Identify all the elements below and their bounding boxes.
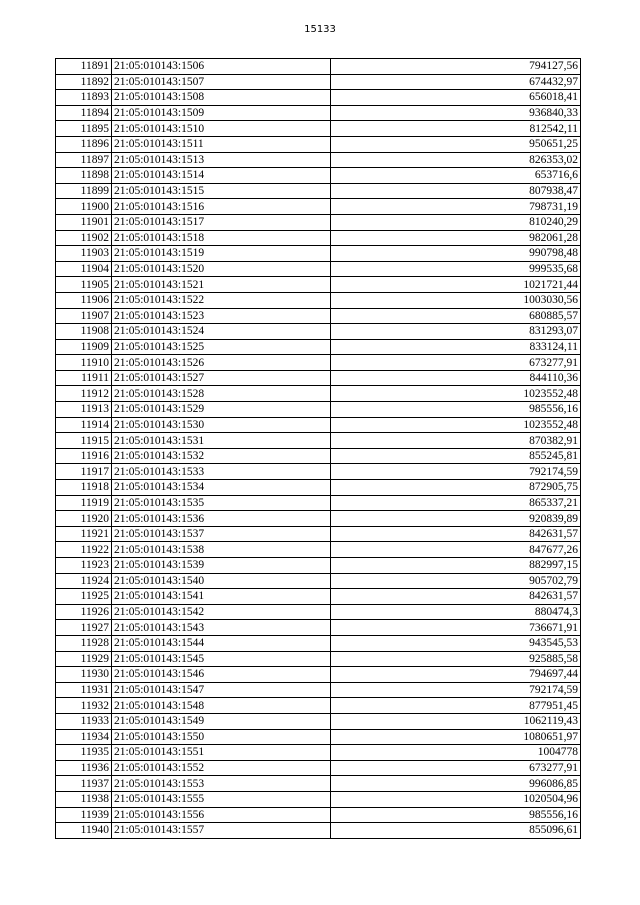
table-row bbox=[56, 495, 581, 511]
cadastral-number: 21:05:010143:1552 bbox=[112, 760, 331, 776]
row-number: 11916 bbox=[56, 448, 112, 464]
cadastral-number: 21:05:010143:1506 bbox=[112, 59, 331, 75]
row-number: 11893 bbox=[56, 90, 112, 106]
row-number: 11923 bbox=[56, 558, 112, 574]
row-value: 673277,91 bbox=[331, 355, 581, 371]
registry-table bbox=[55, 58, 581, 839]
cadastral-number: 21:05:010143:1509 bbox=[112, 105, 331, 121]
table-row bbox=[56, 355, 581, 371]
row-value: 812542,11 bbox=[331, 121, 581, 137]
row-number: 11919 bbox=[56, 495, 112, 511]
row-number: 11917 bbox=[56, 464, 112, 480]
row-number: 11898 bbox=[56, 168, 112, 184]
table-row bbox=[56, 511, 581, 527]
row-value: 950651,25 bbox=[331, 136, 581, 152]
table-row bbox=[56, 464, 581, 480]
table-row bbox=[56, 682, 581, 698]
row-value: 656018,41 bbox=[331, 90, 581, 106]
table-row bbox=[56, 370, 581, 386]
row-number: 11924 bbox=[56, 573, 112, 589]
table-row bbox=[56, 277, 581, 293]
table-row bbox=[56, 292, 581, 308]
row-value: 844110,36 bbox=[331, 370, 581, 386]
page-number: 15133 bbox=[304, 24, 336, 35]
cadastral-number: 21:05:010143:1515 bbox=[112, 183, 331, 199]
table-body bbox=[56, 59, 581, 839]
row-number: 11918 bbox=[56, 480, 112, 496]
cadastral-number: 21:05:010143:1521 bbox=[112, 277, 331, 293]
row-number: 11911 bbox=[56, 370, 112, 386]
cadastral-number: 21:05:010143:1550 bbox=[112, 729, 331, 745]
row-number: 11892 bbox=[56, 74, 112, 90]
row-number: 11915 bbox=[56, 433, 112, 449]
row-number: 11902 bbox=[56, 230, 112, 246]
row-number: 11891 bbox=[56, 59, 112, 75]
row-number: 11907 bbox=[56, 308, 112, 324]
cadastral-number: 21:05:010143:1524 bbox=[112, 324, 331, 340]
table-row bbox=[56, 402, 581, 418]
cadastral-number: 21:05:010143:1549 bbox=[112, 713, 331, 729]
cadastral-number: 21:05:010143:1542 bbox=[112, 604, 331, 620]
row-number: 11937 bbox=[56, 776, 112, 792]
row-value: 865337,21 bbox=[331, 495, 581, 511]
table-row bbox=[56, 526, 581, 542]
table-row bbox=[56, 386, 581, 402]
row-value: 653716,6 bbox=[331, 168, 581, 184]
cadastral-number: 21:05:010143:1508 bbox=[112, 90, 331, 106]
cadastral-number: 21:05:010143:1520 bbox=[112, 261, 331, 277]
row-number: 11894 bbox=[56, 105, 112, 121]
table-row bbox=[56, 542, 581, 558]
table-row bbox=[56, 635, 581, 651]
row-number: 11896 bbox=[56, 136, 112, 152]
cadastral-number: 21:05:010143:1556 bbox=[112, 807, 331, 823]
row-value: 798731,19 bbox=[331, 199, 581, 215]
table-row bbox=[56, 105, 581, 121]
row-value: 842631,57 bbox=[331, 526, 581, 542]
cadastral-number: 21:05:010143:1557 bbox=[112, 823, 331, 839]
row-value: 943545,53 bbox=[331, 635, 581, 651]
table-row bbox=[56, 573, 581, 589]
row-number: 11906 bbox=[56, 292, 112, 308]
table-row bbox=[56, 448, 581, 464]
table-row bbox=[56, 729, 581, 745]
row-number: 11926 bbox=[56, 604, 112, 620]
table-row bbox=[56, 168, 581, 184]
cadastral-number: 21:05:010143:1531 bbox=[112, 433, 331, 449]
cadastral-number: 21:05:010143:1525 bbox=[112, 339, 331, 355]
table-row bbox=[56, 261, 581, 277]
cadastral-number: 21:05:010143:1522 bbox=[112, 292, 331, 308]
row-number: 11909 bbox=[56, 339, 112, 355]
row-number: 11904 bbox=[56, 261, 112, 277]
row-value: 996086,85 bbox=[331, 776, 581, 792]
table-row bbox=[56, 136, 581, 152]
row-number: 11931 bbox=[56, 682, 112, 698]
row-value: 792174,59 bbox=[331, 682, 581, 698]
row-value: 1062119,43 bbox=[331, 713, 581, 729]
row-number: 11936 bbox=[56, 760, 112, 776]
table-row bbox=[56, 791, 581, 807]
cadastral-number: 21:05:010143:1523 bbox=[112, 308, 331, 324]
row-number: 11933 bbox=[56, 713, 112, 729]
row-value: 982061,28 bbox=[331, 230, 581, 246]
row-value: 1080651,97 bbox=[331, 729, 581, 745]
cadastral-number: 21:05:010143:1527 bbox=[112, 370, 331, 386]
table-row bbox=[56, 667, 581, 683]
cadastral-number: 21:05:010143:1526 bbox=[112, 355, 331, 371]
cadastral-number: 21:05:010143:1532 bbox=[112, 448, 331, 464]
row-value: 1023552,48 bbox=[331, 417, 581, 433]
cadastral-number: 21:05:010143:1518 bbox=[112, 230, 331, 246]
table-row bbox=[56, 59, 581, 75]
cadastral-number: 21:05:010143:1555 bbox=[112, 791, 331, 807]
row-value: 794127,56 bbox=[331, 59, 581, 75]
table-row bbox=[56, 698, 581, 714]
row-value: 920839,89 bbox=[331, 511, 581, 527]
cadastral-number: 21:05:010143:1516 bbox=[112, 199, 331, 215]
cadastral-number: 21:05:010143:1510 bbox=[112, 121, 331, 137]
row-number: 11925 bbox=[56, 589, 112, 605]
row-number: 11928 bbox=[56, 635, 112, 651]
table-row bbox=[56, 214, 581, 230]
table-row bbox=[56, 152, 581, 168]
cadastral-number: 21:05:010143:1519 bbox=[112, 246, 331, 262]
table-row bbox=[56, 246, 581, 262]
row-value: 872905,75 bbox=[331, 480, 581, 496]
row-value: 880474,3 bbox=[331, 604, 581, 620]
row-value: 680885,57 bbox=[331, 308, 581, 324]
cadastral-number: 21:05:010143:1553 bbox=[112, 776, 331, 792]
cadastral-number: 21:05:010143:1539 bbox=[112, 558, 331, 574]
row-value: 826353,02 bbox=[331, 152, 581, 168]
cadastral-number: 21:05:010143:1530 bbox=[112, 417, 331, 433]
row-value: 1021721,44 bbox=[331, 277, 581, 293]
row-value: 833124,11 bbox=[331, 339, 581, 355]
row-number: 11913 bbox=[56, 402, 112, 418]
table-row bbox=[56, 90, 581, 106]
row-value: 673277,91 bbox=[331, 760, 581, 776]
cadastral-number: 21:05:010143:1514 bbox=[112, 168, 331, 184]
row-number: 11895 bbox=[56, 121, 112, 137]
cadastral-number: 21:05:010143:1545 bbox=[112, 651, 331, 667]
row-value: 831293,07 bbox=[331, 324, 581, 340]
cadastral-number: 21:05:010143:1535 bbox=[112, 495, 331, 511]
row-number: 11938 bbox=[56, 791, 112, 807]
cadastral-number: 21:05:010143:1511 bbox=[112, 136, 331, 152]
cadastral-number: 21:05:010143:1529 bbox=[112, 402, 331, 418]
table-row bbox=[56, 807, 581, 823]
row-value: 674432,97 bbox=[331, 74, 581, 90]
table-row bbox=[56, 776, 581, 792]
row-value: 870382,91 bbox=[331, 433, 581, 449]
cadastral-number: 21:05:010143:1546 bbox=[112, 667, 331, 683]
row-number: 11903 bbox=[56, 246, 112, 262]
row-number: 11912 bbox=[56, 386, 112, 402]
cadastral-number: 21:05:010143:1547 bbox=[112, 682, 331, 698]
cadastral-number: 21:05:010143:1543 bbox=[112, 620, 331, 636]
table-row bbox=[56, 713, 581, 729]
row-value: 794697,44 bbox=[331, 667, 581, 683]
row-number: 11901 bbox=[56, 214, 112, 230]
cadastral-number: 21:05:010143:1517 bbox=[112, 214, 331, 230]
row-value: 990798,48 bbox=[331, 246, 581, 262]
cadastral-number: 21:05:010143:1541 bbox=[112, 589, 331, 605]
row-number: 11922 bbox=[56, 542, 112, 558]
row-value: 842631,57 bbox=[331, 589, 581, 605]
row-value: 985556,16 bbox=[331, 402, 581, 418]
row-value: 855245,81 bbox=[331, 448, 581, 464]
cadastral-number: 21:05:010143:1536 bbox=[112, 511, 331, 527]
table-row bbox=[56, 651, 581, 667]
cadastral-number: 21:05:010143:1540 bbox=[112, 573, 331, 589]
cadastral-number: 21:05:010143:1534 bbox=[112, 480, 331, 496]
row-value: 810240,29 bbox=[331, 214, 581, 230]
row-value: 736671,91 bbox=[331, 620, 581, 636]
row-value: 807938,47 bbox=[331, 183, 581, 199]
table-row bbox=[56, 604, 581, 620]
row-number: 11908 bbox=[56, 324, 112, 340]
row-value: 999535,68 bbox=[331, 261, 581, 277]
row-value: 936840,33 bbox=[331, 105, 581, 121]
row-value: 855096,61 bbox=[331, 823, 581, 839]
table-row bbox=[56, 745, 581, 761]
row-value: 1020504,96 bbox=[331, 791, 581, 807]
table-row bbox=[56, 339, 581, 355]
table-row bbox=[56, 433, 581, 449]
table-row bbox=[56, 324, 581, 340]
cadastral-number: 21:05:010143:1533 bbox=[112, 464, 331, 480]
row-number: 11910 bbox=[56, 355, 112, 371]
row-value: 1023552,48 bbox=[331, 386, 581, 402]
row-value: 847677,26 bbox=[331, 542, 581, 558]
table-row bbox=[56, 480, 581, 496]
table-row bbox=[56, 74, 581, 90]
row-value: 1004778 bbox=[331, 745, 581, 761]
cadastral-number: 21:05:010143:1548 bbox=[112, 698, 331, 714]
table-row bbox=[56, 589, 581, 605]
row-number: 11932 bbox=[56, 698, 112, 714]
cadastral-number: 21:05:010143:1551 bbox=[112, 745, 331, 761]
row-value: 792174,59 bbox=[331, 464, 581, 480]
row-number: 11935 bbox=[56, 745, 112, 761]
table-row bbox=[56, 230, 581, 246]
table-row bbox=[56, 308, 581, 324]
row-number: 11940 bbox=[56, 823, 112, 839]
row-number: 11929 bbox=[56, 651, 112, 667]
table-row bbox=[56, 183, 581, 199]
row-number: 11914 bbox=[56, 417, 112, 433]
row-value: 1003030,56 bbox=[331, 292, 581, 308]
table-row bbox=[56, 620, 581, 636]
row-number: 11930 bbox=[56, 667, 112, 683]
table-row bbox=[56, 760, 581, 776]
table-row bbox=[56, 823, 581, 839]
row-number: 11939 bbox=[56, 807, 112, 823]
cadastral-number: 21:05:010143:1513 bbox=[112, 152, 331, 168]
table-row bbox=[56, 121, 581, 137]
row-number: 11934 bbox=[56, 729, 112, 745]
row-value: 905702,79 bbox=[331, 573, 581, 589]
table-row bbox=[56, 199, 581, 215]
table-row bbox=[56, 558, 581, 574]
row-number: 11897 bbox=[56, 152, 112, 168]
cadastral-number: 21:05:010143:1537 bbox=[112, 526, 331, 542]
row-value: 925885,58 bbox=[331, 651, 581, 667]
row-value: 877951,45 bbox=[331, 698, 581, 714]
cadastral-number: 21:05:010143:1528 bbox=[112, 386, 331, 402]
row-number: 11905 bbox=[56, 277, 112, 293]
row-number: 11921 bbox=[56, 526, 112, 542]
row-number: 11899 bbox=[56, 183, 112, 199]
cadastral-number: 21:05:010143:1538 bbox=[112, 542, 331, 558]
cadastral-number: 21:05:010143:1544 bbox=[112, 635, 331, 651]
row-number: 11900 bbox=[56, 199, 112, 215]
row-number: 11927 bbox=[56, 620, 112, 636]
row-value: 882997,15 bbox=[331, 558, 581, 574]
row-number: 11920 bbox=[56, 511, 112, 527]
row-value: 985556,16 bbox=[331, 807, 581, 823]
cadastral-number: 21:05:010143:1507 bbox=[112, 74, 331, 90]
table-row bbox=[56, 417, 581, 433]
